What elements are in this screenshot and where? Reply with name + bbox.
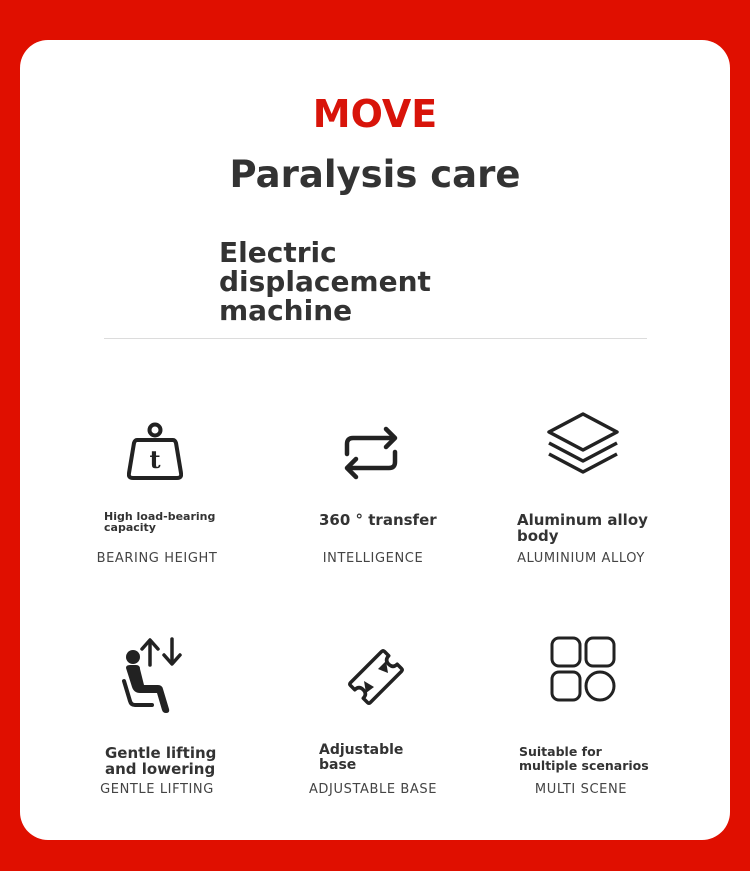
- feature-sub-alloy: ALUMINIUM ALLOY: [517, 551, 645, 566]
- svg-text:t: t: [149, 445, 161, 474]
- feature-name-transfer: 360 ° transfer: [319, 511, 437, 529]
- feature-name-base: Adjustable base: [319, 742, 404, 773]
- repeat-icon: [339, 424, 403, 484]
- divider: [104, 338, 647, 339]
- feature-sub-base: ADJUSTABLE BASE: [308, 782, 438, 797]
- feature-name-lifting: Gentle lifting and lowering: [105, 744, 217, 778]
- layers-icon: [545, 410, 621, 482]
- feature-sub-load: BEARING HEIGHT: [96, 551, 218, 566]
- feature-sub-transfer: INTELLIGENCE: [322, 551, 424, 566]
- feature-name-scenarios: Suitable for multiple scenarios: [519, 744, 649, 773]
- grid-icon: [550, 636, 618, 704]
- weight-icon: [127, 421, 183, 481]
- feature-name-alloy: Aluminum alloy body: [517, 511, 648, 545]
- seat-lift-icon: [122, 635, 192, 715]
- ticket-icon: [340, 641, 412, 713]
- page-title: Paralysis care: [229, 153, 521, 196]
- content-card: [20, 40, 730, 840]
- page-subtitle: Electric displacement machine: [219, 236, 431, 327]
- feature-sub-lifting: GENTLE LIFTING: [100, 782, 214, 797]
- brand-title: MOVE: [312, 92, 438, 136]
- feature-sub-scenarios: MULTI SCENE: [534, 782, 628, 797]
- feature-name-load: High load-bearing capacity: [104, 510, 216, 534]
